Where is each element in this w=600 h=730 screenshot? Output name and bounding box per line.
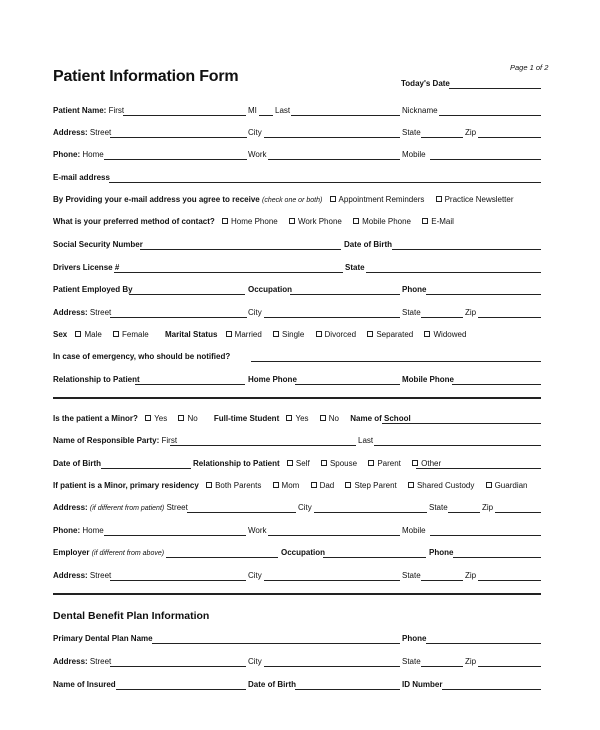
- option-spouse[interactable]: Spouse: [321, 459, 357, 469]
- employer-state-field[interactable]: [421, 317, 463, 318]
- city-label: City: [248, 128, 262, 137]
- minor-state-field[interactable]: [448, 512, 480, 513]
- minor-emp-address-label: Address:: [53, 571, 88, 580]
- minor-emp-city-label: City: [248, 571, 262, 580]
- minor-employer-row: [53, 548, 164, 559]
- emergency-mobile-phone-field[interactable]: [452, 384, 541, 385]
- email-consent-label: By Providing your e-mail address you agree to receive: [53, 195, 260, 204]
- id-number-field[interactable]: [442, 689, 541, 690]
- minor-emp-street-label: Street: [89, 571, 112, 580]
- todays-date-field[interactable]: [449, 88, 541, 89]
- school-field[interactable]: [382, 423, 541, 424]
- minor-occupation-field[interactable]: [323, 557, 426, 558]
- minor-zip-label: Zip: [482, 503, 494, 512]
- email-label: E-mail address: [53, 173, 110, 182]
- email-field[interactable]: [109, 182, 541, 183]
- mi-label: MI: [248, 106, 257, 115]
- checkbox[interactable]: [287, 460, 293, 466]
- checkbox[interactable]: [311, 482, 317, 488]
- fulltime-student-label: Full-time Student: [213, 414, 280, 423]
- responsible-dob-label: Date of Birth: [53, 459, 101, 468]
- employer-zip-field[interactable]: [478, 317, 541, 318]
- zip-field[interactable]: [478, 137, 541, 138]
- nickname-field[interactable]: [439, 115, 541, 116]
- plan-address-label: Address:: [53, 657, 88, 666]
- employer-street-label: Street: [89, 308, 112, 317]
- minor-phone-row: [53, 526, 104, 536]
- option-separated[interactable]: Separated: [367, 330, 413, 340]
- dob-label: Date of Birth: [344, 240, 392, 249]
- plan-phone-label: Phone: [402, 634, 427, 643]
- minor-emp-zip-field[interactable]: [478, 580, 541, 581]
- marital-label: Marital Status: [164, 330, 218, 339]
- diff-patient-note: (if different from patient): [89, 505, 165, 512]
- option-email[interactable]: E-Mail: [422, 217, 454, 227]
- minor-address-label: Address:: [53, 503, 88, 512]
- plan-phone-field[interactable]: [426, 643, 541, 644]
- responsible-dob-field[interactable]: [101, 468, 191, 469]
- checkbox[interactable]: [316, 331, 322, 337]
- zip-label: Zip: [465, 128, 477, 137]
- street-field[interactable]: [110, 137, 247, 138]
- option-home-phone[interactable]: Home Phone: [222, 217, 278, 227]
- employer-zip-label: Zip: [465, 308, 477, 317]
- section-divider: [53, 397, 541, 399]
- occupation-label: Occupation: [248, 285, 293, 294]
- responsible-label: Name of Responsible Party:: [53, 436, 160, 445]
- responsible-row: [53, 436, 177, 446]
- checkbox[interactable]: [273, 331, 279, 337]
- checkbox[interactable]: [367, 331, 373, 337]
- option-student-no[interactable]: No: [320, 414, 339, 424]
- option-parent[interactable]: Parent: [368, 459, 401, 469]
- dental-section-title: Dental Benefit Plan Information: [53, 610, 210, 622]
- school-label: Name of School: [350, 414, 411, 423]
- minor-emp-street-field[interactable]: [110, 580, 246, 581]
- first-name-field[interactable]: [123, 115, 246, 116]
- insured-dob-field[interactable]: [295, 689, 400, 690]
- option-student-yes[interactable]: Yes: [286, 414, 308, 424]
- minor-employer-phone-field[interactable]: [453, 557, 541, 558]
- checkbox[interactable]: [145, 415, 151, 421]
- checkbox[interactable]: [422, 218, 428, 224]
- option-mom[interactable]: Mom: [273, 481, 300, 491]
- checkbox[interactable]: [486, 482, 492, 488]
- minor-state-label: State: [429, 503, 448, 512]
- minor-home-phone-field[interactable]: [104, 535, 246, 536]
- mi-field[interactable]: [259, 115, 273, 116]
- ssn-label: Social Security Number: [53, 240, 143, 249]
- option-shared-custody[interactable]: Shared Custody: [408, 481, 474, 491]
- address-row: [53, 128, 111, 138]
- sex-label: Sex: [53, 330, 68, 339]
- option-single[interactable]: Single: [273, 330, 304, 340]
- checkbox[interactable]: [321, 460, 327, 466]
- plan-street-label: Street: [89, 657, 112, 666]
- minor-work-label: Work: [248, 526, 267, 535]
- checkbox[interactable]: [286, 415, 292, 421]
- patient-name-row: [53, 106, 124, 116]
- employer-phone-label: Phone: [402, 285, 427, 294]
- plan-address-row: [53, 657, 111, 667]
- responsible-relationship-row: [193, 459, 450, 469]
- emergency-home-phone-field[interactable]: [295, 384, 400, 385]
- check-note: (check one or both): [261, 197, 323, 204]
- checkbox[interactable]: [289, 218, 295, 224]
- patient-name-label: Patient Name:: [53, 106, 107, 115]
- employed-by-field[interactable]: [129, 294, 245, 295]
- street-label: Street: [89, 128, 112, 137]
- minor-mobile-phone-field[interactable]: [430, 535, 541, 536]
- checkbox[interactable]: [424, 331, 430, 337]
- address-label: Address:: [53, 128, 88, 137]
- dob-field[interactable]: [392, 249, 541, 250]
- relationship-field[interactable]: [135, 384, 245, 385]
- minor-street-field[interactable]: [187, 512, 296, 513]
- license-state-field[interactable]: [366, 272, 541, 273]
- checkbox[interactable]: [345, 482, 351, 488]
- checkbox[interactable]: [436, 196, 442, 202]
- minor-city-field[interactable]: [314, 512, 427, 513]
- minor-emp-city-field[interactable]: [264, 580, 400, 581]
- residency-label: If patient is a Minor, primary residency: [53, 481, 199, 490]
- residency-row: [53, 481, 537, 491]
- employer-phone-field[interactable]: [426, 294, 541, 295]
- insured-label: Name of Insured: [53, 680, 116, 689]
- minor-emp-address-row: [53, 571, 111, 581]
- option-married[interactable]: Married: [226, 330, 262, 340]
- option-divorced[interactable]: Divorced: [316, 330, 357, 340]
- last-name-field[interactable]: [291, 115, 400, 116]
- occupation-field[interactable]: [290, 294, 400, 295]
- is-minor-label: Is the patient a Minor?: [53, 414, 138, 423]
- ssn-field[interactable]: [140, 249, 341, 250]
- email-consent-row: [53, 195, 523, 206]
- minor-row: [53, 414, 411, 424]
- minor-phone-label: Phone:: [53, 526, 81, 535]
- work-phone-field[interactable]: [268, 159, 400, 160]
- minor-street-label: Street: [166, 503, 188, 512]
- phone-label: Phone:: [53, 150, 81, 159]
- emergency-mobile-phone-label: Mobile Phone: [402, 375, 454, 384]
- checkbox[interactable]: [412, 460, 418, 466]
- section-divider: [53, 593, 541, 595]
- city-field[interactable]: [264, 137, 400, 138]
- checkbox[interactable]: [206, 482, 212, 488]
- checkbox[interactable]: [75, 331, 81, 337]
- emergency-field[interactable]: [251, 361, 541, 362]
- option-minor-no[interactable]: No: [178, 414, 197, 424]
- option-minor-yes[interactable]: Yes: [145, 414, 167, 424]
- option-work-phone[interactable]: Work Phone: [289, 217, 342, 227]
- option-male[interactable]: Male: [75, 330, 101, 340]
- plan-state-field[interactable]: [421, 666, 463, 667]
- minor-occupation-label: Occupation: [281, 548, 326, 557]
- mobile-label: Mobile: [402, 150, 426, 159]
- nickname-label: Nickname: [402, 106, 438, 115]
- page-number: Page 1 of 2: [510, 63, 549, 72]
- responsible-last-field[interactable]: [374, 445, 541, 446]
- other-relationship-field[interactable]: [416, 468, 541, 469]
- state-field[interactable]: [421, 137, 463, 138]
- checkbox[interactable]: [113, 331, 119, 337]
- responsible-first-field[interactable]: [170, 445, 356, 446]
- minor-employer-field[interactable]: [166, 557, 278, 558]
- checkbox[interactable]: [273, 482, 279, 488]
- plan-zip-field[interactable]: [478, 666, 541, 667]
- primary-plan-label: Primary Dental Plan Name: [53, 634, 153, 643]
- checkbox[interactable]: [330, 196, 336, 202]
- checkbox[interactable]: [353, 218, 359, 224]
- relationship-label: Relationship to Patient: [53, 375, 140, 384]
- minor-emp-state-label: State: [402, 571, 421, 580]
- sex-marital-row: [53, 330, 475, 340]
- diff-above-note: (if different from above): [91, 550, 165, 557]
- option-widowed[interactable]: Widowed: [424, 330, 466, 340]
- license-state-label: State: [345, 263, 365, 272]
- phone-row: [53, 150, 104, 160]
- checkbox[interactable]: [178, 415, 184, 421]
- insured-dob-label: Date of Birth: [248, 680, 296, 689]
- minor-city-label: City: [298, 503, 312, 512]
- todays-date-label: Today's Date: [401, 79, 450, 88]
- mobile-phone-field[interactable]: [430, 159, 541, 160]
- plan-street-field[interactable]: [110, 666, 246, 667]
- option-appointment-reminders[interactable]: Appointment Reminders: [330, 195, 425, 205]
- minor-work-phone-field[interactable]: [268, 535, 400, 536]
- employer-state-label: State: [402, 308, 421, 317]
- primary-plan-field[interactable]: [152, 643, 400, 644]
- minor-employer-label: Employer: [53, 548, 90, 557]
- contact-method-row: [53, 217, 463, 227]
- checkbox[interactable]: [320, 415, 326, 421]
- home-label: Home: [82, 150, 104, 159]
- license-label: Drivers License #: [53, 263, 120, 272]
- option-dad[interactable]: Dad: [311, 481, 335, 491]
- minor-address-row: [53, 503, 188, 514]
- minor-mobile-label: Mobile: [402, 526, 426, 535]
- employer-city-field[interactable]: [264, 317, 400, 318]
- minor-home-label: Home: [82, 526, 104, 535]
- option-mobile-phone[interactable]: Mobile Phone: [353, 217, 411, 227]
- employer-address-row: [53, 308, 111, 318]
- option-other[interactable]: Other: [412, 459, 441, 469]
- option-both-parents[interactable]: Both Parents: [206, 481, 261, 491]
- plan-state-label: State: [402, 657, 421, 666]
- minor-emp-zip-label: Zip: [465, 571, 477, 580]
- plan-zip-label: Zip: [465, 657, 477, 666]
- insured-field[interactable]: [116, 689, 246, 690]
- responsible-last-label: Last: [358, 436, 374, 445]
- employed-by-label: Patient Employed By: [53, 285, 133, 294]
- option-self[interactable]: Self: [287, 459, 310, 469]
- checkbox[interactable]: [408, 482, 414, 488]
- last-label: Last: [275, 106, 291, 115]
- checkbox[interactable]: [222, 218, 228, 224]
- option-practice-newsletter[interactable]: Practice Newsletter: [436, 195, 514, 205]
- responsible-relationship-label: Relationship to Patient: [193, 459, 280, 468]
- license-field[interactable]: [114, 272, 343, 273]
- minor-employer-phone-label: Phone: [429, 548, 454, 557]
- minor-zip-field[interactable]: [495, 512, 541, 513]
- employer-city-label: City: [248, 308, 262, 317]
- plan-city-field[interactable]: [264, 666, 400, 667]
- work-label: Work: [248, 150, 267, 159]
- checkbox[interactable]: [368, 460, 374, 466]
- contact-method-label: What is your preferred method of contact?: [53, 217, 215, 226]
- option-step-parent[interactable]: Step Parent: [345, 481, 396, 491]
- form-title: Patient Information Form: [53, 68, 239, 85]
- id-number-label: ID Number: [402, 680, 443, 689]
- option-female[interactable]: Female: [113, 330, 149, 340]
- responsible-first-label: First: [161, 436, 178, 445]
- employer-street-field[interactable]: [110, 317, 247, 318]
- emergency-label: In case of emergency, who should be notified?: [53, 352, 231, 361]
- home-phone-field[interactable]: [104, 159, 247, 160]
- first-label: First: [108, 106, 125, 115]
- checkbox[interactable]: [226, 331, 232, 337]
- minor-emp-state-field[interactable]: [421, 580, 463, 581]
- emergency-home-phone-label: Home Phone: [248, 375, 297, 384]
- option-guardian[interactable]: Guardian: [486, 481, 528, 491]
- plan-city-label: City: [248, 657, 262, 666]
- employer-address-label: Address:: [53, 308, 88, 317]
- state-label: State: [402, 128, 421, 137]
